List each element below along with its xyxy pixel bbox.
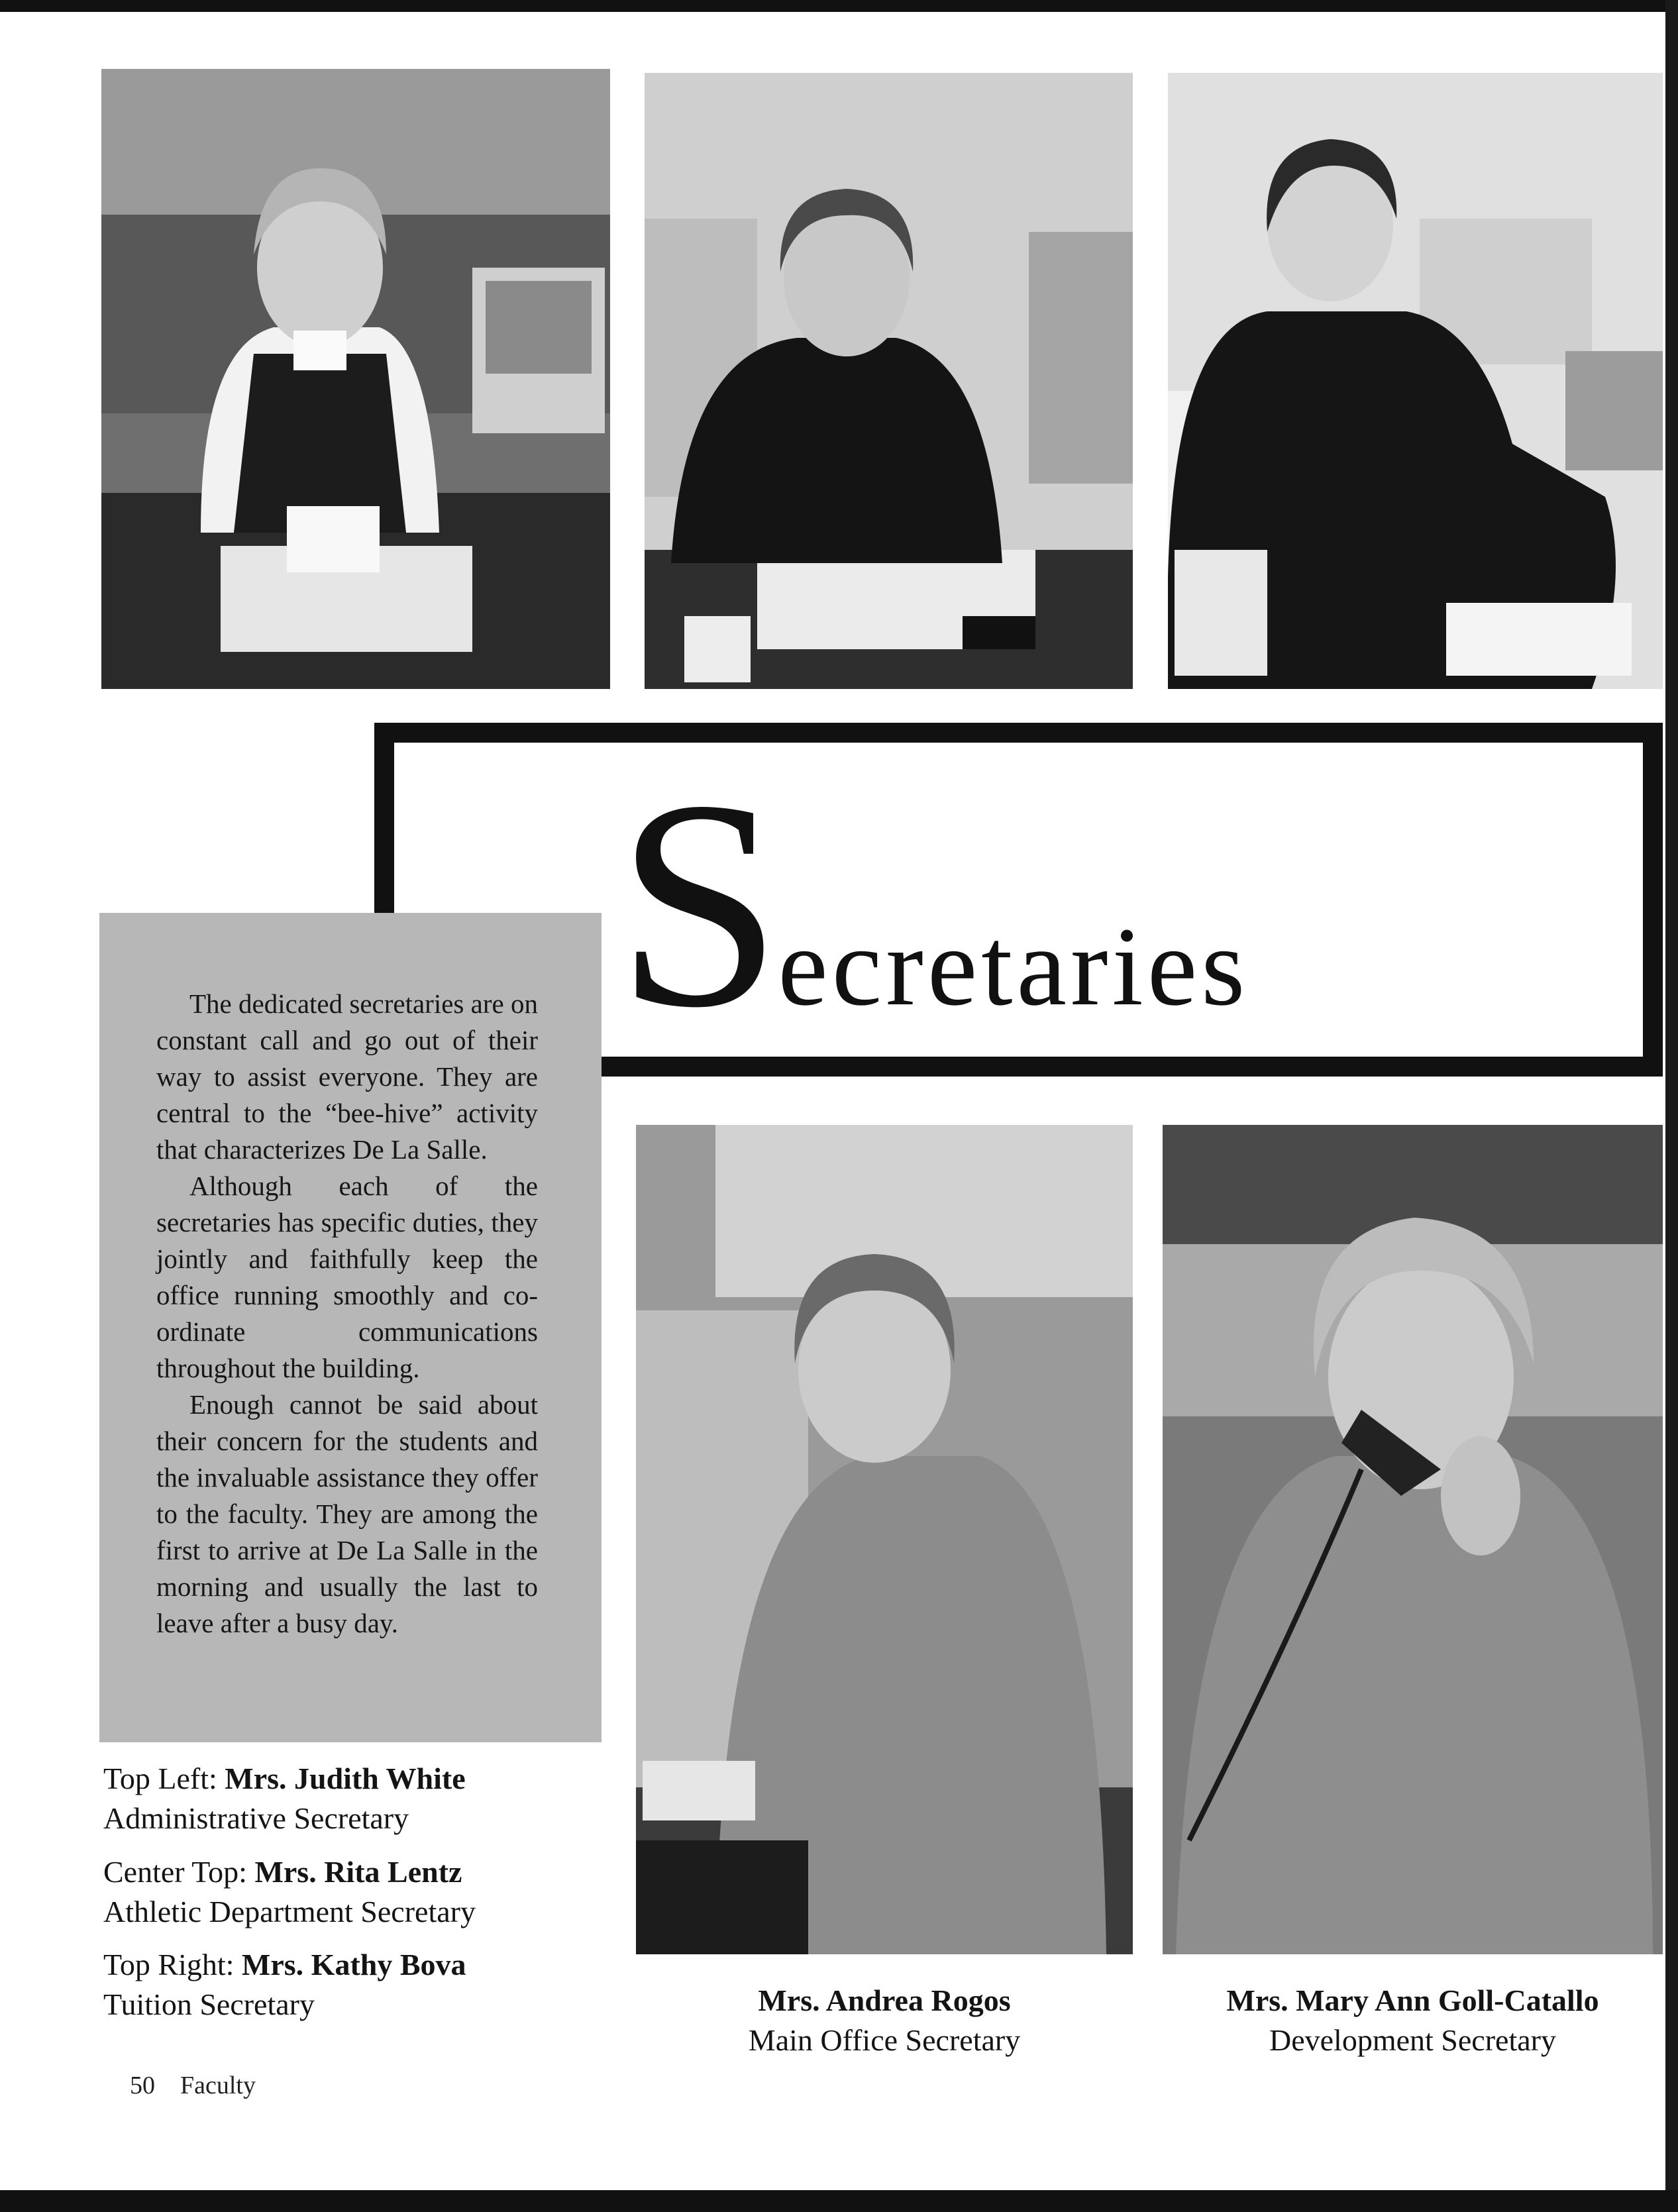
caption-bottom-center-name: Mrs. Andrea Rogos (758, 1983, 1011, 2017)
photo-andrea-rogos (636, 1125, 1133, 1954)
caption-bottom-right-role: Development Secretary (1269, 2023, 1556, 2057)
scan-border-right (1665, 0, 1678, 2212)
caption-bottom-right (1163, 1981, 1663, 2060)
section-name: Faculty (180, 2072, 256, 2099)
caption-bottom-right-name: Mrs. Mary Ann Goll-Catallo (1226, 1983, 1599, 2017)
caption-top-right-name: Mrs. Kathy Bova (241, 1948, 466, 1981)
photo-rita-lentz (645, 73, 1133, 689)
caption-center-top-role: Athletic Department Secretary (103, 1895, 476, 1928)
caption-top-left (103, 1759, 466, 1838)
page-title (616, 739, 1249, 1069)
scan-border-bottom (0, 2190, 1678, 2212)
caption-top-right-lead: Top Right: (103, 1948, 242, 1981)
copy-paragraph-2: Although each of the secretaries has specific duties, they jointly and faithfully keep the office running smoothly and co-ordinate communications throughout the building. (156, 1171, 538, 1383)
page-number: 50 (130, 2072, 155, 2099)
caption-top-left-name: Mrs. Judith White (225, 1762, 466, 1795)
photo-mary-ann-goll-catallo (1163, 1125, 1663, 1954)
copy-paragraph-3: Enough cannot be said about their concern for the students and the invaluable assistance they offer to the faculty. They are among the first to arrive at De La Salle in the morning and usually the last to leave after a busy day. (156, 1389, 538, 1638)
intro-copy-box (99, 913, 602, 1742)
caption-center-top-name: Mrs. Rita Lentz (254, 1855, 462, 1889)
title-initial: S (616, 739, 782, 1069)
caption-center-top (103, 1852, 476, 1932)
caption-center-top-lead: Center Top: (103, 1855, 255, 1889)
folio (130, 2071, 256, 2100)
caption-top-left-lead: Top Left: (103, 1762, 225, 1795)
title-rest: ecretaries (778, 904, 1249, 1029)
caption-bottom-center (636, 1981, 1133, 2060)
photo-judith-white (101, 69, 610, 689)
caption-top-right-role: Tuition Secretary (103, 1987, 315, 2021)
scan-border-top (0, 0, 1678, 12)
photo-kathy-bova (1168, 73, 1663, 689)
caption-top-left-role: Administrative Secretary (103, 1801, 409, 1835)
caption-top-right (103, 1945, 466, 2025)
caption-bottom-center-role: Main Office Secretary (748, 2023, 1021, 2057)
copy-paragraph-1: The dedicated secretaries are on constant call and go out of their way to assist everyone. They are central to the “bee-hive” activity that characterizes De La Salle. (156, 988, 538, 1165)
